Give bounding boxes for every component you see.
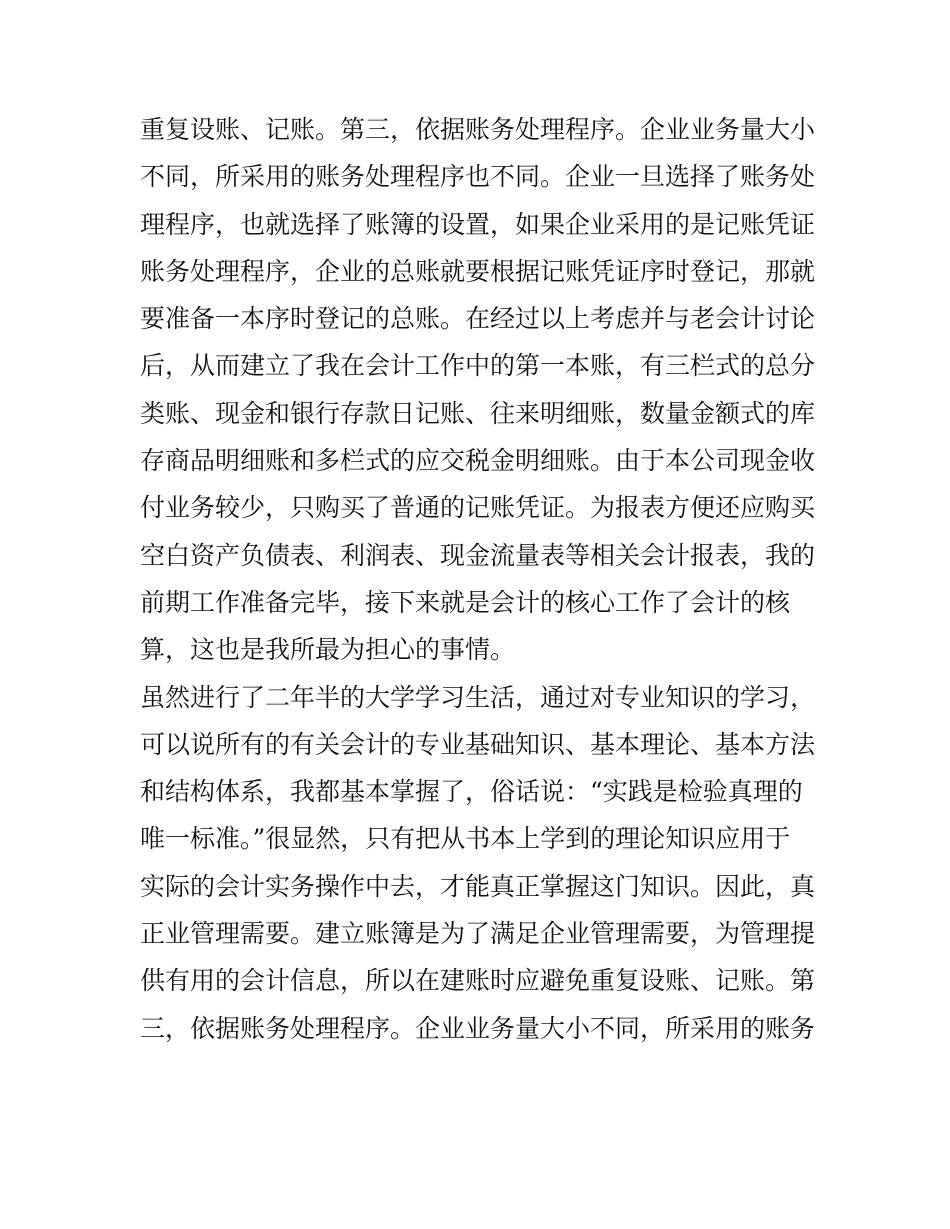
text-line: 类账、现金和银行存款日记账、往来明细账，数量金额式的库 bbox=[140, 398, 816, 428]
text-line: 账务处理程序，企业的总账就要根据记账凭证序时登记，那就 bbox=[140, 256, 816, 286]
text-line: 和结构体系，我都基本掌握了，俗话说：“实践是检验真理的 bbox=[140, 777, 803, 807]
text-line: 实际的会计实务操作中去，才能真正掌握这门知识。因此，真 bbox=[140, 871, 816, 901]
body-text bbox=[140, 106, 820, 1052]
text-line: 前期工作准备完毕，接下来就是会计的核心工作了会计的核 bbox=[140, 587, 791, 617]
text-line: 付业务较少，只购买了普通的记账凭证。为报表方便还应购买 bbox=[140, 493, 816, 523]
text-line: 不同，所采用的账务处理程序也不同。企业一旦选择了账务处 bbox=[140, 162, 816, 192]
text-line: 重复设账、记账。第三，依据账务处理程序。企业业务量大小 bbox=[140, 115, 816, 144]
text-line: 三，依据账务处理程序。企业业务量大小不同，所采用的账务 bbox=[140, 1013, 816, 1043]
text-line: 存商品明细账和多栏式的应交税金明细账。由于本公司现金收 bbox=[140, 446, 816, 476]
text-line: 空白资产负债表、利润表、现金流量表等相关会计报表，我的 bbox=[140, 540, 816, 570]
text-line: 供有用的会计信息，所以在建账时应避免重复设账、记账。第 bbox=[140, 966, 816, 996]
text-line: 算，这也是我所最为担心的事情。 bbox=[140, 635, 516, 665]
text-line: 后，从而建立了我在会计工作中的第一本账，有三栏式的总分 bbox=[140, 351, 816, 381]
text-line: 理程序，也就选择了账簿的设置，如果企业采用的是记账凭证 bbox=[140, 209, 816, 239]
text-line: 唯一标准。”很显然，只有把从书本上学到的理论知识应用于 bbox=[140, 824, 791, 854]
text-line: 正业管理需要。建立账簿是为了满足企业管理需要，为管理提 bbox=[140, 919, 816, 949]
text-line: 虽然进行了二年半的大学学习生活，通过对专业知识的学习， bbox=[140, 682, 816, 712]
text-line: 可以说所有的有关会计的专业基础知识、基本理论、基本方法 bbox=[140, 729, 816, 759]
text-line: 要准备一本序时登记的总账。在经过以上考虑并与老会计讨论 bbox=[140, 304, 816, 334]
